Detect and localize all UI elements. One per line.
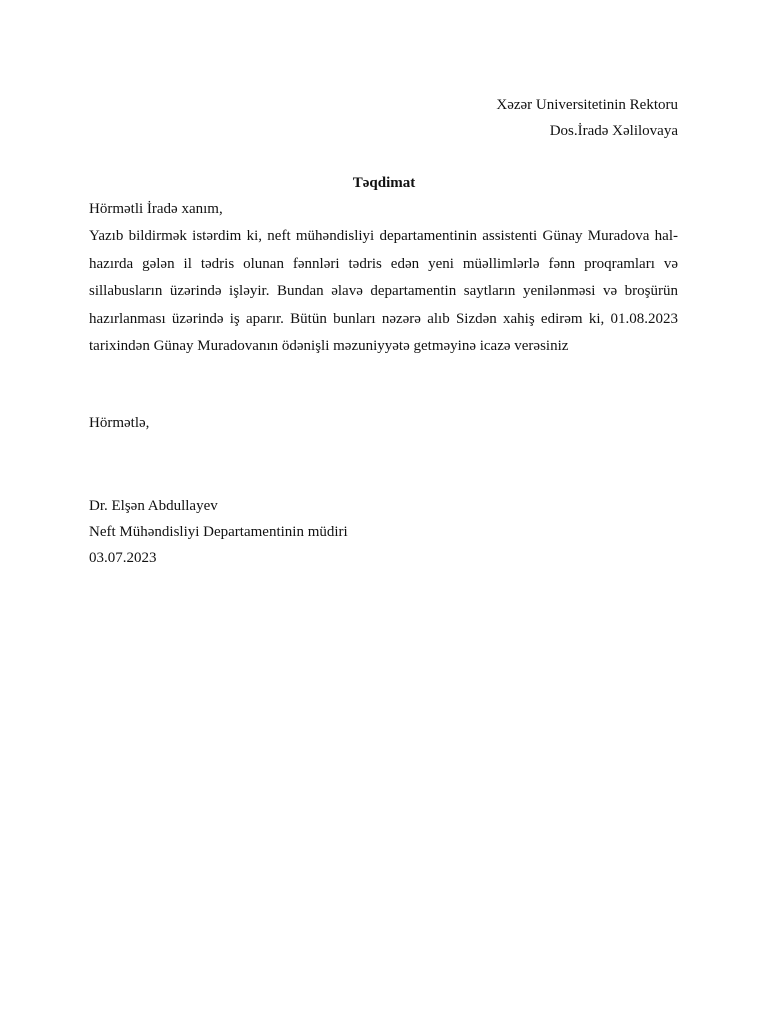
- signer-position: Neft Mühəndisliyi Departamentinin müdiri: [89, 524, 348, 540]
- body-line-3: sillabusların üzərində işləyir. Bundan əlavə departamentin saytların yenilənməsi və broşürün: [89, 283, 678, 299]
- body-line-5: tarixindən Günay Muradovanın ödənişli məzuniyyətə getməyinə icazə verəsiniz: [89, 338, 569, 354]
- salutation: Hörmətli İradə xanım,: [89, 201, 223, 217]
- addressee-block: [496, 92, 678, 144]
- body-line-4: hazırlanması üzərində iş aparır. Bütün bunları nəzərə alıb Sizdən xahiş edirəm ki, 01.08.2023: [89, 310, 678, 327]
- signer-name: Dr. Elşən Abdullayev: [89, 498, 218, 514]
- letter-title: Təqdimat: [352, 175, 416, 191]
- letter-body: [89, 223, 678, 361]
- body-line-2: hazırda gələn il tədris olunan fənnləri tədris edən yeni müəllimlərlə fənn proqramları və: [89, 255, 678, 272]
- closing: Hörmətlə,: [89, 415, 150, 431]
- addressee-line-2: Dos.İradə Xəlilovaya: [549, 123, 678, 139]
- addressee-line-1: Xəzər Universitetinin Rektoru: [496, 97, 678, 113]
- signature-block: [89, 493, 348, 571]
- body-line-1: Yazıb bildirmək istərdim ki, neft mühəndisliyi departamentinin assistenti Günay Muradova hal-: [89, 228, 678, 244]
- letter-date: 03.07.2023: [89, 550, 157, 566]
